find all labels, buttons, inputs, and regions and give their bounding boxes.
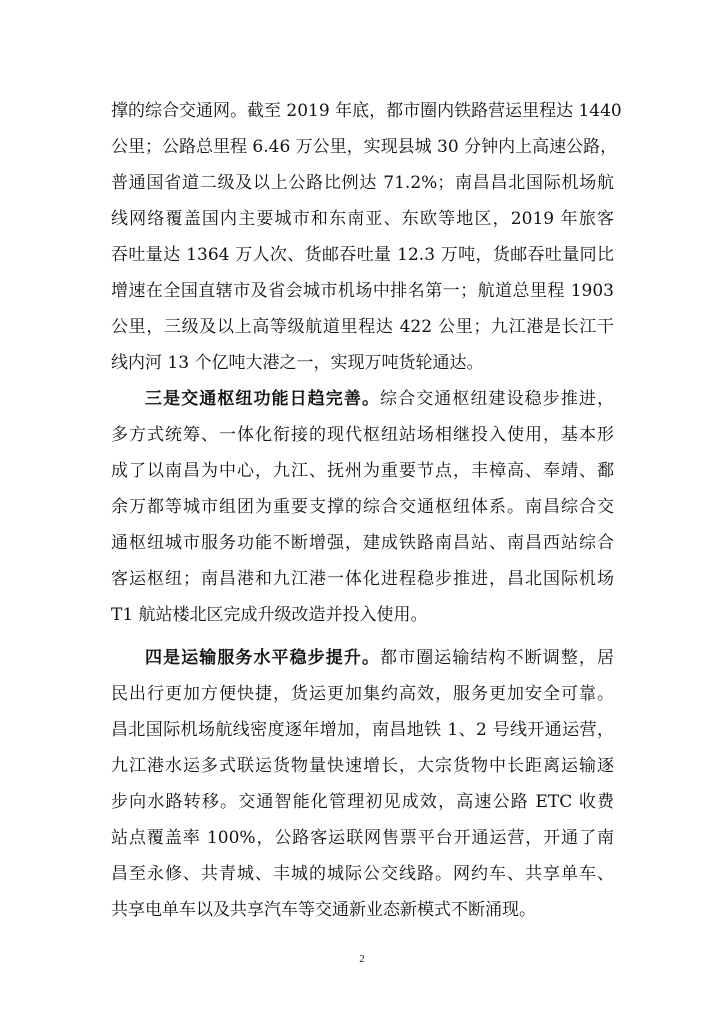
paragraph-2-line-3: 成了以南昌为中心，九江、抚州为重要节点，丰樟高、奉靖、鄱 — [111, 461, 614, 481]
paragraph-1-line-8: 线内河 13 个亿吨大港之一，实现万吨货轮通达。 — [111, 353, 484, 373]
paragraph-2-line-1 — [111, 387, 614, 411]
paragraph-2-line-7: T1 航站楼北区完成升级改造并投入使用。 — [111, 605, 428, 625]
paragraph-1-line-5: 吞吐量达 1364 万人次、货邮吞吐量 12.3 万吨，货邮吞吐量同比 — [111, 245, 614, 265]
paragraph-3-line-2: 民出行更加方便快捷，货运更加集约高效，服务更加安全可靠。 — [111, 684, 614, 704]
paragraph-1-line-1: 撑的综合交通网。截至 2019 年底，都市圈内铁路营运里程达 1440 — [111, 101, 622, 121]
paragraph-3-line-7: 昌至永修、共青城、丰城的城际公交线路。网约车、共享单车、 — [111, 864, 614, 884]
paragraph-2-line-5: 通枢纽城市服务功能不断增强，建成铁路南昌站、南昌西站综合 — [111, 533, 614, 553]
paragraph-3-line-1 — [111, 646, 614, 670]
paragraph-3-line-8: 共享电单车以及共享汽车等交通新业态新模式不断涌现。 — [111, 900, 536, 920]
paragraph-2-line-4: 余万都等城市组团为重要支撑的综合交通枢纽体系。南昌综合交 — [111, 497, 614, 517]
paragraph-3-line-5: 步向水路转移。交通智能化管理初见成效，高速公路 ETC 收费 — [111, 792, 614, 812]
page-number: 2 — [359, 953, 365, 965]
paragraph-1-line-3: 普通国省道二级及以上公路比例达 71.2%；南昌昌北国际机场航 — [111, 173, 614, 193]
paragraph-1-line-2: 公里；公路总里程 6.46 万公里，实现县城 30 分钟内上高速公路， — [111, 137, 618, 157]
paragraph-3-heading: 四是运输服务水平稳步提升。 — [145, 648, 381, 668]
paragraph-3-line-4: 九江港水运多式联运货物量快速增长，大宗货物中长距离运输逐 — [111, 756, 614, 776]
paragraph-2-heading: 三是交通枢纽功能日趋完善。 — [145, 389, 381, 409]
paragraph-3-line-3: 昌北国际机场航线密度逐年增加，南昌地铁 1、2 号线开通运营， — [111, 720, 614, 740]
paragraph-2-line-6: 客运枢纽；南昌港和九江港一体化进程稳步推进，昌北国际机场 — [111, 569, 614, 589]
paragraph-3-line-6: 站点覆盖率 100%，公路客运联网售票平台开通运营，开通了南 — [111, 828, 614, 848]
paragraph-1-line-7: 公里，三级及以上高等级航道里程达 422 公里；九江港是长江干 — [111, 317, 614, 337]
paragraph-3-line-1-text: 都市圈运输结构不断调整，居 — [380, 648, 615, 668]
paragraph-2-line-2: 多方式统筹、一体化衔接的现代枢纽站场相继投入使用，基本形 — [111, 425, 614, 445]
paragraph-1-line-4: 线网络覆盖国内主要城市和东南亚、东欧等地区，2019 年旅客 — [111, 209, 614, 229]
paragraph-2-line-1-text: 综合交通枢纽建设稳步推进， — [380, 389, 615, 409]
paragraph-1-line-6: 增速在全国直辖市及省会城市机场中排名第一；航道总里程 1903 — [111, 281, 614, 301]
